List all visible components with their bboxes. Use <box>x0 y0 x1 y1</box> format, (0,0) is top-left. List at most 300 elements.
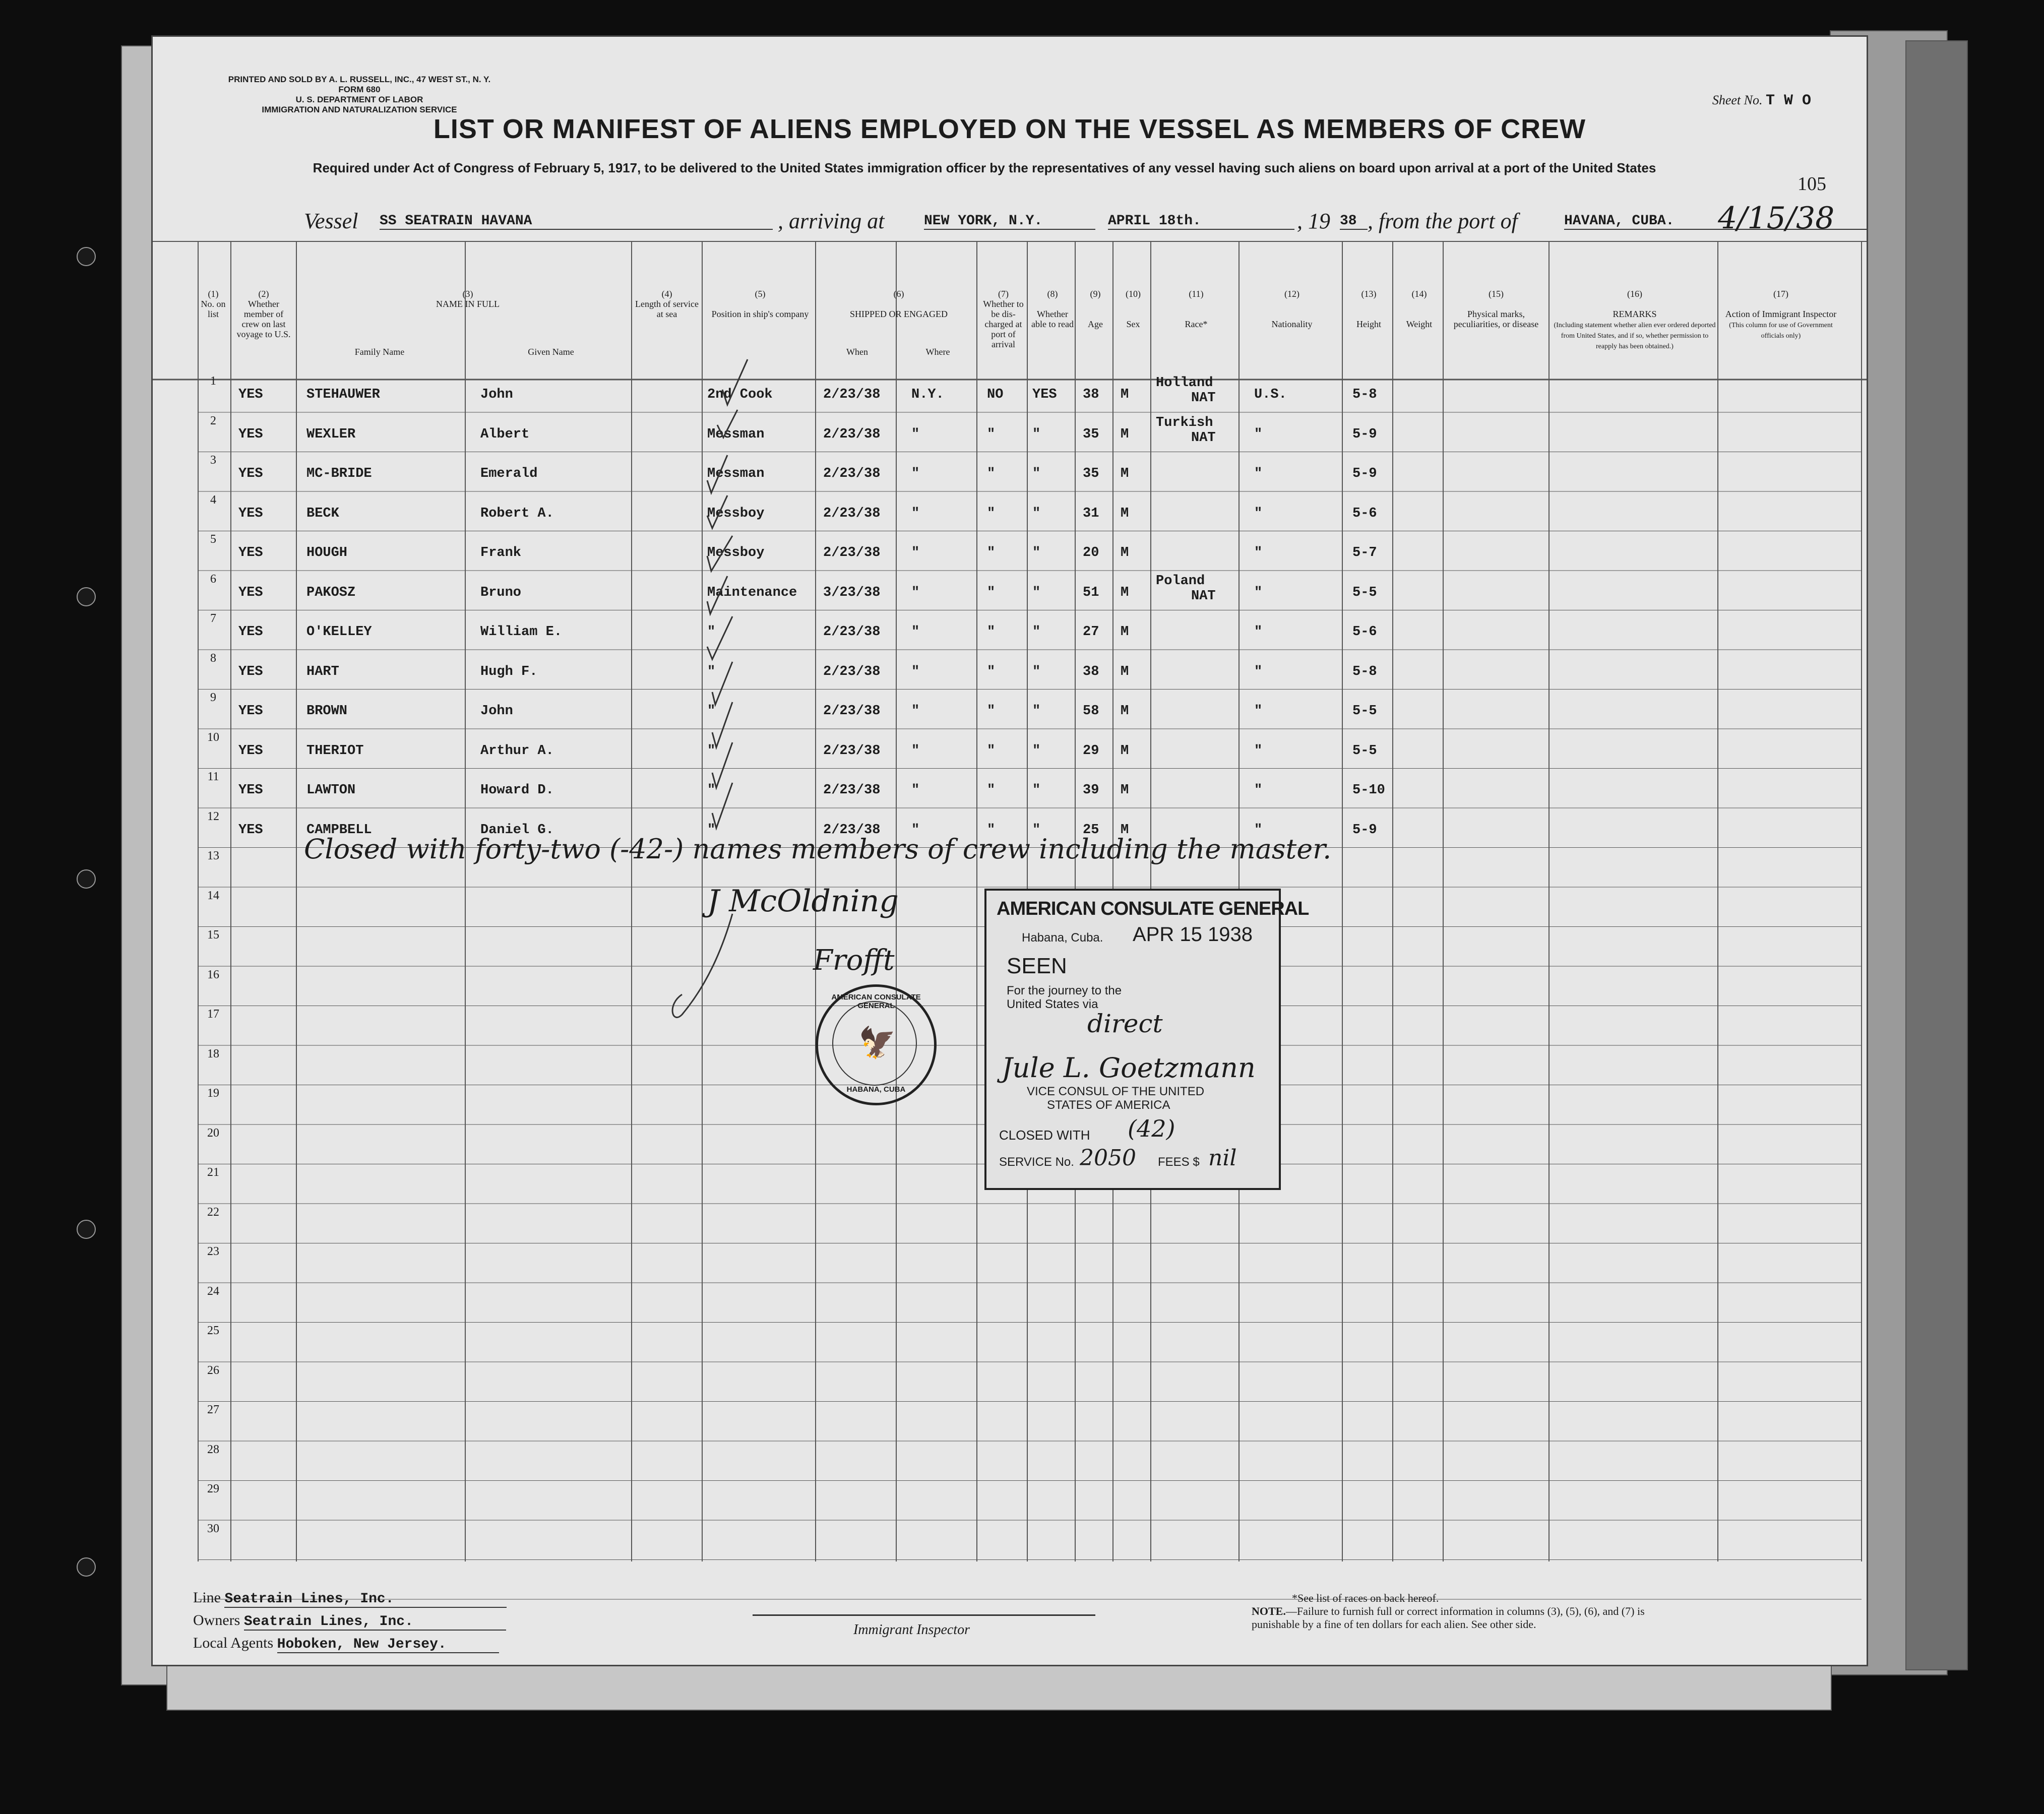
row-number: 18 <box>207 1047 219 1060</box>
cell-family: LAWTON <box>306 783 356 798</box>
seal-text: AMERICAN CONSULATE GENERAL <box>831 993 921 1010</box>
port-date-handwritten: 4/15/38 <box>1718 201 1835 236</box>
note-label: NOTE. <box>1252 1605 1286 1617</box>
requirement-text: Required under Act of Congress of February 5, 1917, to be delivered to the United States immigration officer by the representatives of any vessel having such aliens on board upon arrival at a port of the United States <box>313 160 1656 175</box>
col-header-when: When <box>846 347 868 357</box>
cell-nationality: " <box>1254 545 1263 560</box>
cell-sex: M <box>1121 545 1129 560</box>
consulate-stamp <box>984 889 1309 1190</box>
cell-given: Arthur A. <box>480 743 554 759</box>
check-mark-icon <box>707 576 727 614</box>
row-number: 17 <box>207 1008 219 1021</box>
row-number: 20 <box>207 1126 219 1140</box>
signature: Frofft <box>813 944 895 977</box>
row-number: 11 <box>207 770 219 783</box>
cell-read: " <box>1032 545 1041 560</box>
col-header-action <box>1720 289 1841 340</box>
cell-position: Messman <box>707 466 765 481</box>
signature-flourish <box>662 904 742 1025</box>
cell-nationality: " <box>1254 466 1263 481</box>
col-header-age <box>1078 289 1113 329</box>
stamp-closed-label: CLOSED WITH <box>999 1128 1090 1143</box>
cell-where: " <box>911 466 920 481</box>
cell-given: Bruno <box>480 585 522 600</box>
cell-member: YES <box>238 545 263 560</box>
imprint-line: U. S. DEPARTMENT OF LABOR <box>295 95 423 104</box>
cell-sex: M <box>1121 664 1129 679</box>
cell-position: " <box>707 664 716 679</box>
cell-nationality: U.S. <box>1254 387 1287 402</box>
cell-disch: " <box>987 704 996 719</box>
col-num: (1) <box>208 289 219 299</box>
cell-given: Hugh F. <box>480 664 538 679</box>
col-label: Position in ship's company <box>711 309 809 319</box>
cell-height: 5-5 <box>1352 743 1377 759</box>
cell-family: O'KELLEY <box>306 624 372 640</box>
sheet-label: Sheet No. <box>1712 93 1763 107</box>
cell-race-nat: NAT <box>1191 391 1216 406</box>
cell-nationality: " <box>1254 704 1263 719</box>
cell-nationality: " <box>1254 624 1263 640</box>
footer-label: Local Agents <box>193 1635 274 1651</box>
arrival-date: APRIL 18th. <box>1108 213 1294 230</box>
col-header-name <box>299 289 637 309</box>
stamp-seen: SEEN <box>1007 954 1067 978</box>
cell-height: 5-6 <box>1352 506 1377 521</box>
cell-disch: " <box>987 506 996 521</box>
col-num: (14) <box>1411 289 1427 299</box>
stamp-date: APR 15 1938 <box>1133 923 1253 946</box>
cell-where: " <box>911 743 920 759</box>
cell-family: MC-BRIDE <box>306 466 372 481</box>
col-label: Sex <box>1126 319 1140 329</box>
row-number: 6 <box>210 572 216 586</box>
cell-height: 5-8 <box>1352 664 1377 679</box>
cell-when: 2/23/38 <box>823 664 881 679</box>
cell-sex: M <box>1121 506 1129 521</box>
col-label: Whether able to read <box>1031 309 1074 329</box>
check-mark-icon <box>712 702 732 747</box>
cell-read: " <box>1032 704 1041 719</box>
cell-position: " <box>707 704 716 719</box>
col-label: REMARKS <box>1613 309 1657 319</box>
cell-sex: M <box>1121 704 1129 719</box>
cell-when: 2/23/38 <box>823 545 881 560</box>
signature: J McOldning <box>707 884 899 919</box>
cell-member: YES <box>238 743 263 759</box>
col-header-discharged <box>979 289 1027 349</box>
col-header-family: Family Name <box>354 347 405 357</box>
cell-when: 2/23/38 <box>823 822 881 838</box>
row-number: 9 <box>210 691 216 704</box>
check-mark-icon <box>707 536 732 571</box>
cell-given: Robert A. <box>480 506 554 521</box>
col-header-read <box>1030 289 1075 329</box>
arriving-label: , arriving at <box>778 209 885 233</box>
cell-when: 2/23/38 <box>823 426 881 442</box>
cell-where: " <box>911 624 920 640</box>
imprint-line: FORM 680 <box>338 85 381 94</box>
cell-given: William E. <box>480 624 563 640</box>
punch-hole <box>77 1557 96 1577</box>
cell-height: 5-9 <box>1352 426 1377 442</box>
col-header-nationality <box>1242 289 1342 329</box>
printer-imprint <box>188 75 531 115</box>
punch-hole <box>77 247 96 266</box>
stamp-vice-consul: VICE CONSUL OF THE UNITED <box>1027 1085 1205 1098</box>
footer-line <box>193 1589 507 1608</box>
cell-height: 5-5 <box>1352 704 1377 719</box>
footer-owners <box>193 1612 506 1631</box>
col-label: Nationality <box>1271 319 1313 329</box>
row-number: 21 <box>207 1166 219 1179</box>
col-num: (3) <box>462 289 473 299</box>
cell-position: " <box>707 743 716 759</box>
col-label: Race* <box>1185 319 1208 329</box>
cell-nationality: " <box>1254 585 1263 600</box>
cell-age: 27 <box>1083 624 1099 640</box>
note-races: *See list of races on back hereof. <box>1292 1592 1439 1604</box>
col-label: No. on list <box>201 299 226 319</box>
row-number: 29 <box>207 1482 219 1495</box>
handwritten-closing: Closed with forty-two (-42-) names members of crew including the master. <box>304 833 1332 865</box>
col-header-remarks <box>1552 289 1718 351</box>
note-text: —Failure to furnish full or correct information in columns (3), (5), (6), and (7) is punishable by a fine of ten dollars for each alien. See other side. <box>1252 1605 1645 1631</box>
col-header-where: Where <box>925 347 950 357</box>
cell-read: YES <box>1032 387 1057 402</box>
cell-disch: " <box>987 545 996 560</box>
col-header-given: Given Name <box>528 347 574 357</box>
row-number: 16 <box>207 968 219 981</box>
cell-where: " <box>911 426 920 442</box>
col-sublabel: (Including statement whether alien ever ordered deported from United States, and if so, whether permission to reapply has been obtained.) <box>1554 322 1716 350</box>
col-num: (6) <box>893 289 904 299</box>
row-number: 14 <box>207 889 219 902</box>
col-num: (7) <box>998 289 1009 299</box>
cell-height: 5-5 <box>1352 585 1377 600</box>
col-header-physical <box>1446 289 1546 329</box>
row-number: 30 <box>207 1522 219 1535</box>
cell-age: 58 <box>1083 704 1099 719</box>
cell-height: 5-9 <box>1352 466 1377 481</box>
stamp-city: Habana, Cuba. <box>1022 931 1103 945</box>
eagle-icon: 🦅 <box>858 1026 896 1059</box>
cell-where: " <box>911 783 920 798</box>
col-header-number <box>201 289 226 319</box>
cell-nationality: " <box>1254 783 1263 798</box>
cell-position: Messman <box>707 426 765 442</box>
arriving-value: NEW YORK, N.Y. <box>924 213 1095 230</box>
row-number: 2 <box>210 414 216 427</box>
check-mark-icon <box>722 359 748 405</box>
col-label: Weight <box>1406 319 1433 329</box>
stamp-journey: United States via <box>1007 997 1098 1011</box>
cell-height: 5-10 <box>1352 783 1385 798</box>
cell-position: " <box>707 783 716 798</box>
cell-age: 51 <box>1083 585 1099 600</box>
cell-disch: NO <box>987 387 1004 402</box>
cell-family: HOUGH <box>306 545 348 560</box>
cell-height: 5-7 <box>1352 545 1377 560</box>
cell-given: Frank <box>480 545 522 560</box>
cell-nationality: " <box>1254 664 1263 679</box>
cell-when: 2/23/38 <box>823 506 881 521</box>
cell-sex: M <box>1121 743 1129 759</box>
row-number: 24 <box>207 1284 219 1298</box>
cell-where: " <box>911 506 920 521</box>
cell-disch: " <box>987 426 996 442</box>
cell-age: 25 <box>1083 822 1099 838</box>
from-label: , from the port of <box>1368 209 1518 233</box>
cell-height: 5-6 <box>1352 624 1377 640</box>
cell-read: " <box>1032 664 1041 679</box>
cell-when: 2/23/38 <box>823 783 881 798</box>
col-label: NAME IN FULL <box>436 299 500 309</box>
imprint-line: IMMIGRATION AND NATURALIZATION SERVICE <box>262 105 457 114</box>
row-number: 12 <box>207 809 219 823</box>
cell-sex: M <box>1121 466 1129 481</box>
stamp-fees-handwritten: nil <box>1208 1145 1237 1171</box>
cell-age: 38 <box>1083 387 1099 402</box>
cell-where: N.Y. <box>911 387 944 402</box>
col-num: (4) <box>661 289 672 299</box>
cell-race-nat: NAT <box>1191 588 1216 604</box>
row-number: 1 <box>210 374 216 388</box>
row-number: 15 <box>207 928 219 942</box>
col-num: (17) <box>1773 289 1788 299</box>
vessel-label: Vessel <box>304 209 358 233</box>
cell-read: " <box>1032 466 1041 481</box>
cell-where: " <box>911 545 920 560</box>
check-mark-icon <box>717 410 737 437</box>
cell-given: Albert <box>480 426 530 442</box>
col-label: Whether to be dis-charged at port of arrival <box>983 299 1024 349</box>
col-header-member <box>236 289 291 339</box>
col-header-shipped <box>818 289 979 319</box>
cell-family: WEXLER <box>306 426 356 442</box>
col-label: Whether member of crew on last voyage to U.S. <box>236 299 291 339</box>
cell-age: 31 <box>1083 506 1099 521</box>
port-value: HAVANA, CUBA. <box>1564 213 1867 230</box>
cell-given: Daniel G. <box>480 822 554 838</box>
cell-sex: M <box>1121 585 1129 600</box>
col-label: Height <box>1356 319 1381 329</box>
cell-read: " <box>1032 585 1041 600</box>
footer-value: Seatrain Lines, Inc. <box>224 1591 507 1608</box>
row-number: 10 <box>207 730 219 744</box>
row-number: 26 <box>207 1363 219 1377</box>
col-num: (5) <box>755 289 766 299</box>
year-prefix: , 19 <box>1297 209 1330 233</box>
footer-value: Seatrain Lines, Inc. <box>244 1614 506 1631</box>
footer-agents <box>193 1635 499 1653</box>
punch-hole <box>77 1220 96 1239</box>
cell-position: Maintenance <box>707 585 797 600</box>
row-number: 5 <box>210 533 216 546</box>
row-number: 19 <box>207 1087 219 1100</box>
col-label: Length of service at sea <box>635 299 699 319</box>
cell-position: " <box>707 624 716 640</box>
cell-sex: M <box>1121 822 1129 838</box>
inspector-signature-line <box>753 1614 1095 1616</box>
cell-member: YES <box>238 664 263 679</box>
check-mark-icon <box>712 783 732 828</box>
cell-member: YES <box>238 624 263 640</box>
col-num: (11) <box>1189 289 1204 299</box>
check-mark-icon <box>707 455 727 493</box>
cell-read: " <box>1032 743 1041 759</box>
row-number: 28 <box>207 1443 219 1456</box>
cell-family: HART <box>306 664 339 679</box>
cell-given: Emerald <box>480 466 538 481</box>
vessel-value: SS SEATRAIN HAVANA <box>380 213 773 230</box>
cell-age: 39 <box>1083 783 1099 798</box>
col-num: (16) <box>1627 289 1642 299</box>
punch-hole <box>77 587 96 606</box>
cell-sex: M <box>1121 387 1129 402</box>
row-number: 8 <box>210 651 216 665</box>
cell-member: YES <box>238 387 263 402</box>
cell-age: 35 <box>1083 466 1099 481</box>
col-num: (8) <box>1047 289 1058 299</box>
sheet-value: T W O <box>1765 92 1811 109</box>
col-header-race <box>1153 289 1239 329</box>
cell-nationality: " <box>1254 506 1263 521</box>
col-header-sex <box>1116 289 1151 329</box>
cell-disch: " <box>987 466 996 481</box>
col-num: (9) <box>1090 289 1101 299</box>
footer-value: Hoboken, New Jersey. <box>277 1637 499 1653</box>
cell-member: YES <box>238 704 263 719</box>
cell-given: Howard D. <box>480 783 554 798</box>
cell-disch: " <box>987 624 996 640</box>
sheet-number <box>1712 92 1811 109</box>
punch-hole <box>77 869 96 889</box>
row-number: 7 <box>210 612 216 625</box>
row-number: 27 <box>207 1403 219 1416</box>
cell-member: YES <box>238 426 263 442</box>
cell-where: " <box>911 704 920 719</box>
check-mark-icon <box>707 495 727 528</box>
cell-member: YES <box>238 466 263 481</box>
col-num: (12) <box>1284 289 1299 299</box>
cell-race: Turkish <box>1156 415 1213 430</box>
cell-height: 5-8 <box>1352 387 1377 402</box>
cell-family: BECK <box>306 506 339 521</box>
cell-disch: " <box>987 664 996 679</box>
cell-age: 20 <box>1083 545 1099 560</box>
footer-note <box>1252 1592 1645 1631</box>
col-num: (13) <box>1361 289 1377 299</box>
cell-when: 2/23/38 <box>823 743 881 759</box>
cell-member: YES <box>238 783 263 798</box>
col-num: (10) <box>1126 289 1141 299</box>
cell-height: 5-9 <box>1352 822 1377 838</box>
check-marks <box>677 349 753 853</box>
cell-race: Poland <box>1156 573 1205 589</box>
col-header-height <box>1345 289 1393 329</box>
cell-sex: M <box>1121 783 1129 798</box>
col-num: (2) <box>258 289 269 299</box>
cell-disch: " <box>987 743 996 759</box>
cell-where: " <box>911 822 920 838</box>
col-header-position <box>705 289 816 319</box>
stamp-service-handwritten: 2050 <box>1080 1145 1136 1171</box>
stamp-header: AMERICAN CONSULATE GENERAL <box>997 898 1309 919</box>
back-sheet-far-right <box>1905 40 1968 1670</box>
cell-position: Messboy <box>707 506 765 521</box>
cell-read: " <box>1032 783 1041 798</box>
check-mark-icon <box>712 662 732 705</box>
footer-label: Line <box>193 1589 221 1606</box>
cell-where: " <box>911 585 920 600</box>
cell-race-nat: NAT <box>1191 430 1216 446</box>
cell-family: CAMPBELL <box>306 822 372 838</box>
cell-nationality: " <box>1254 822 1263 838</box>
imprint-line: PRINTED AND SOLD BY A. L. RUSSELL, INC., 47 WEST ST., N. Y. <box>228 75 491 84</box>
page-number: 105 <box>1798 173 1826 195</box>
cell-race: Holland <box>1156 376 1213 391</box>
cell-when: 2/23/38 <box>823 704 881 719</box>
cell-nationality: " <box>1254 743 1263 759</box>
cell-when: 3/23/38 <box>823 585 881 600</box>
stamp-closed-handwritten: (42) <box>1128 1115 1175 1142</box>
cell-position: " <box>707 822 716 838</box>
stamp-route-handwritten: direct <box>1087 1009 1163 1038</box>
row-number: 25 <box>207 1324 219 1337</box>
stamp-service-label: SERVICE No. <box>999 1155 1074 1169</box>
page-title: LIST OR MANIFEST OF ALIENS EMPLOYED ON THE VESSEL AS MEMBERS OF CREW <box>433 114 1586 144</box>
cell-member: YES <box>238 585 263 600</box>
row-number: 3 <box>210 454 216 467</box>
cell-when: 2/23/38 <box>823 387 881 402</box>
year-value: 38 <box>1340 213 1368 230</box>
manifest-page <box>151 35 1868 1666</box>
stamp-fees-label: FEES $ <box>1158 1155 1200 1169</box>
row-number: 22 <box>207 1205 219 1219</box>
col-label: Age <box>1088 319 1103 329</box>
col-header-length <box>634 289 700 319</box>
seal-city: HABANA, CUBA <box>846 1085 906 1094</box>
row-number: 13 <box>207 849 219 862</box>
cell-position: Messboy <box>707 545 765 560</box>
cell-given: John <box>480 704 513 719</box>
col-num: (15) <box>1489 289 1504 299</box>
cell-when: 2/23/38 <box>823 624 881 640</box>
col-sublabel: (This column for use of Government officials only) <box>1729 322 1833 340</box>
check-mark-icon <box>707 616 732 659</box>
cell-family: STEHAUWER <box>306 387 380 402</box>
cell-member: YES <box>238 822 263 838</box>
row-number: 23 <box>207 1245 219 1258</box>
stamp-vice-consul: STATES OF AMERICA <box>1047 1098 1170 1112</box>
cell-age: 29 <box>1083 743 1099 759</box>
cell-read: " <box>1032 426 1041 442</box>
vice-consul-signature: Jule L. Goetzmann <box>1002 1052 1256 1084</box>
cell-given: John <box>480 387 513 402</box>
cell-family: THERIOT <box>306 743 364 759</box>
cell-age: 38 <box>1083 664 1099 679</box>
cell-read: " <box>1032 624 1041 640</box>
consulate-seal <box>816 984 937 1105</box>
cell-disch: " <box>987 822 996 838</box>
col-label: Physical marks, peculiarities, or disease <box>1453 309 1539 329</box>
cell-disch: " <box>987 783 996 798</box>
cell-position: 2nd Cook <box>707 387 773 402</box>
stamp-journey: For the journey to the <box>1007 984 1122 997</box>
cell-disch: " <box>987 585 996 600</box>
footer-label: Owners <box>193 1612 240 1629</box>
